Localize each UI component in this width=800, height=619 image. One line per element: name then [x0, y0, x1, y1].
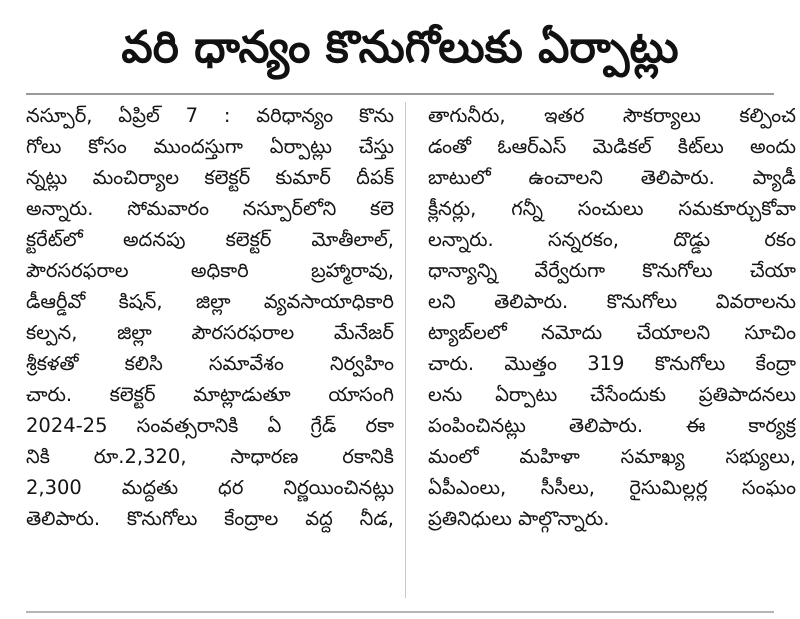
text-line: శ్రీకళతో కలిసి సమావేశం నిర్వహిం — [26, 352, 394, 375]
text-line: క్లీనర్లు, గన్నీ సంచులు సమకూర్చుకోవా — [428, 197, 796, 220]
text-line: లను ఏర్పాటు చేసేందుకు ప్రతిపాదనలు — [428, 383, 796, 406]
text-line: న్నట్లు మంచిర్యాల కలెక్టర్ కుమార్ దీపక్ — [26, 166, 394, 189]
text-line: ఏపీఎంలు, సీసీలు, రైసుమిల్లర్ల సంఘం — [428, 476, 796, 499]
text-line: 2,300 మద్దతు ధర నిర్ణయించినట్లు — [26, 476, 394, 499]
text-line: డీఆర్డీవో కిషన్, జిల్లా వ్యవసాయాధికారి — [26, 290, 394, 313]
text-line: ట్యాబ్‌లలో నమోదు చేయాలని సూచిం — [428, 321, 796, 344]
headline-divider — [26, 93, 774, 95]
text-line: లన్నారు. సన్నరకం, దొడ్డు రకం — [428, 228, 796, 251]
text-line: 2024-25 సంవత్సరానికి ఏ గ్రేడ్ రకా — [26, 414, 394, 437]
text-line: మంలో మహిళా సమాఖ్య సభ్యులు, — [428, 445, 796, 468]
text-line: పౌరసరఫరాల అధికారి బ్రహ్మారావు, — [26, 259, 394, 282]
text-line: కల్పన, జిల్లా పౌరసరఫరాల మేనేజర్ — [26, 321, 394, 344]
text-line: డంతో ఓఆర్ఎస్ మెడికల్ కిట్‌లు అందు — [428, 135, 796, 158]
article-column-right — [428, 100, 796, 534]
text-line: నికి రూ.2,320, సాధారణ రకానికి — [26, 445, 394, 468]
text-line: గోలు కోసం ముందస్తుగా ఏర్పాట్లు చేస్తు — [26, 135, 394, 158]
text-line: ధాన్యాన్ని వేర్వేరుగా కొనుగోలు చేయా — [428, 259, 796, 282]
bottom-divider — [26, 611, 774, 613]
text-line: నస్పూర్, ఏప్రిల్ 7 : వరిధాన్యం కొను — [26, 104, 394, 127]
text-line: లని తెలిపారు. కొనుగోలు వివరాలను — [428, 290, 796, 313]
text-line: చారు. మొత్తం 319 కొనుగోలు కేంద్రా — [428, 352, 796, 375]
text-line: పంపించినట్లు తెలిపారు. ఈ కార్యక్ర — [428, 414, 796, 437]
text-line: తెలిపారు. కొనుగోలు కేంద్రాల వద్ద నీడ, — [26, 507, 394, 530]
text-line: అన్నారు. సోమవారం నస్పూర్‌లోని కలె — [26, 197, 394, 220]
article-column-left — [26, 100, 394, 534]
text-line: చారు. కలెక్టర్ మాట్లాడుతూ యాసంగి — [26, 383, 394, 406]
text-line: తాగునీరు, ఇతర సౌకర్యాలు కల్పించ — [428, 104, 796, 127]
text-line: ప్రతినిధులు పాల్గొన్నారు. — [428, 507, 610, 530]
text-line: క్టరేట్‌లో అదనపు కలెక్టర్ మోతీలాల్, — [26, 228, 394, 251]
column-divider — [405, 102, 406, 598]
text-line: బాటులో ఉంచాలని తెలిపారు. ప్యాడీ — [428, 166, 796, 189]
headline: వరి ధాన్యం కొనుగోలుకు ఏర్పాట్లు — [121, 22, 679, 73]
